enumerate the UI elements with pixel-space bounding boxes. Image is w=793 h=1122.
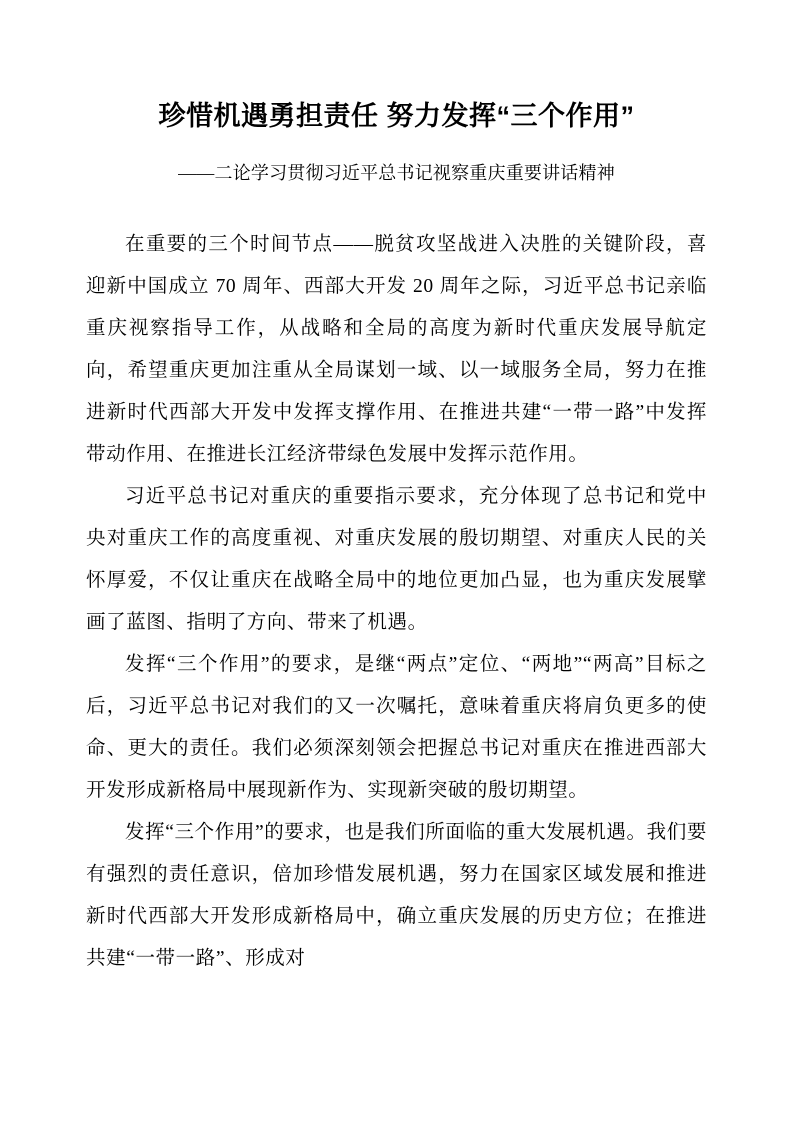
paragraph: 在重要的三个时间节点——脱贫攻坚战进入决胜的关键阶段，喜迎新中国成立 70 周年、西部大开发 20 周年之际，习近平总书记亲临重庆视察指导工作，从战略和全局的高度为新时代重庆发展导航定向，希望重庆更加注重从全局谋划一域、以一域服务全局，努力在推进新时代西部大开发中发挥支撑作用、在推进共建“一带一路”中发挥带动作用、在推进长江经济带绿色发展中发挥示范作用。 bbox=[86, 234, 707, 465]
page-title: 珍惜机遇勇担责任 努力发挥“三个作用” bbox=[158, 101, 635, 131]
page-subtitle: ——二论学习贯彻习近平总书记视察重庆重要讲话精神 bbox=[178, 163, 615, 183]
paragraph: 习近平总书记对重庆的重要指示要求，充分体现了总书记和党中央对重庆工作的高度重视、对重庆发展的殷切期望、对重庆人民的关怀厚爱，不仅让重庆在战略全局中的地位更加凸显，也为重庆发展擘画了蓝图、指明了方向、带来了机遇。 bbox=[86, 486, 707, 633]
paragraph: 发挥“三个作用”的要求，也是我们所面临的重大发展机遇。我们要有强烈的责任意识，倍加珍惜发展机遇，努力在国家区域发展和推进新时代西部大开发形成新格局中，确立重庆发展的历史方位；在推进共建“一带一路”、形成对 bbox=[86, 822, 707, 969]
paragraph: 发挥“三个作用”的要求，是继“两点”定位、“两地”“两高”目标之后，习近平总书记对我们的又一次嘱托，意味着重庆将肩负更多的使命、更大的责任。我们必须深刻领会把握总书记对重庆在推进西部大开发形成新格局中展现新作为、实现新突破的殷切期望。 bbox=[86, 654, 707, 801]
document-body bbox=[86, 224, 707, 980]
